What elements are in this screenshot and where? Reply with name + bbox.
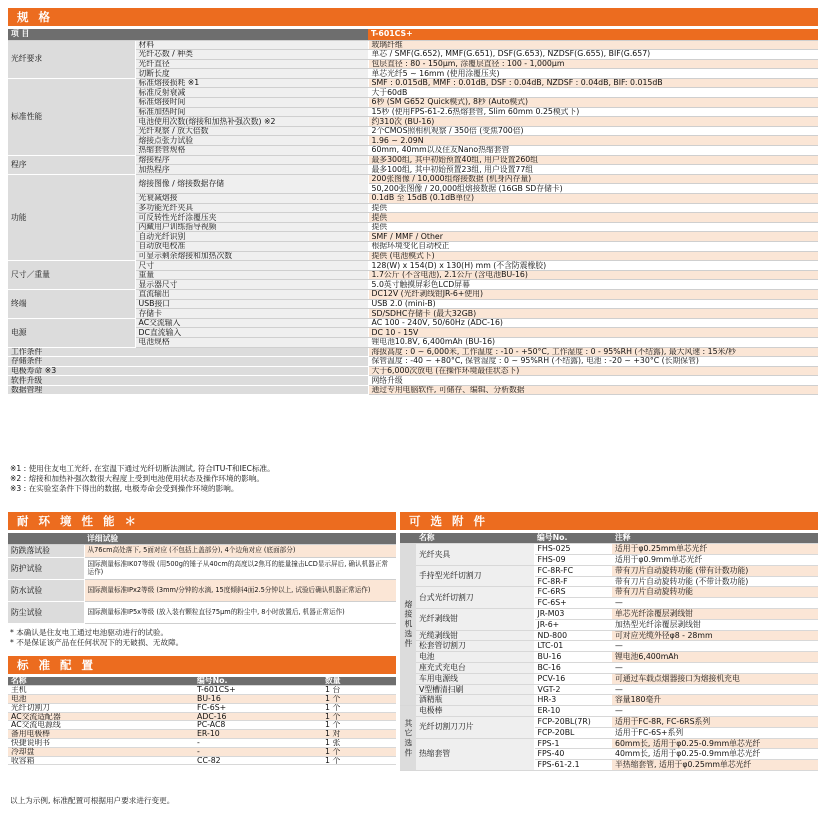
- spec-item-label: 熔接图像 / 熔接数据存储: [135, 174, 368, 193]
- std-item-qty: 1 对: [322, 730, 396, 739]
- opt-head-no: 编号No.: [534, 533, 612, 544]
- spec-value: 大于6,000次放电 (在操作环境最佳状态下): [368, 366, 818, 376]
- spec-value: 包层直径 : 80 - 150μm, 涂覆层直径 : 100 - 1,000μm: [368, 59, 818, 69]
- spec-value: AC 100 - 240V, 50/60Hz (ADC-16): [368, 318, 818, 328]
- opt-item-note: 带有刀片自动旋转功能 (带有计数功能): [612, 565, 818, 576]
- env-test-detail: 国际测量标准IP5x等级 (放入装有颗粒直径75μm的粉尘中, 8小时放置后, 机器正常运作): [84, 601, 396, 623]
- opt-item-no: HR-3: [534, 695, 612, 706]
- spec-header-row: [8, 29, 818, 40]
- std-item-qty: 1 张: [322, 739, 396, 748]
- spec-item-label: 内藏用户训练指导视频: [135, 222, 368, 232]
- spec-value: 根据环境变化自动校正: [368, 241, 818, 251]
- spec-value: DC 10 - 15V: [368, 328, 818, 338]
- spec-group-label: 标准性能: [8, 78, 135, 155]
- spec-footnote: ※1 : 使用住友电工光纤, 在室温下通过光纤切断法测试, 符合ITU-T和IEC标准。: [10, 464, 275, 473]
- spec-group-label: 数据管理: [8, 385, 368, 395]
- spec-item-label: 可显示剩余熔接和加热次数: [135, 251, 368, 261]
- opt-item-no: FHS-025: [534, 544, 612, 555]
- spec-value: 玻璃纤维: [368, 40, 818, 50]
- opt-item-name: 热缩套管: [416, 738, 534, 770]
- opt-item-name: 光纤剥线钳: [416, 609, 534, 631]
- opt-item-note: —: [612, 706, 818, 717]
- std-item-name: 电池: [8, 695, 194, 704]
- opt-item-note: 可通过车载点烟器接口为熔接机充电: [612, 673, 818, 684]
- opt-item-note: 半热缩套管, 适用于φ0.25mm单芯光纤: [612, 760, 818, 771]
- opt-item-name: 车用电源线: [416, 673, 534, 684]
- opt-item-note: 适用于φ0.9mm单芯光纤: [612, 555, 818, 566]
- opt-item-note: —: [612, 641, 818, 652]
- spec-group-label: 电源: [8, 318, 135, 347]
- env-footnote: * 不是保证该产品在任何状况下的无破损、无故障。: [10, 638, 184, 647]
- spec-group-label: 软件升级: [8, 376, 368, 386]
- std-item-no: -: [194, 747, 322, 756]
- std-item-qty: 1 台: [322, 686, 396, 695]
- std-item-name: 备用电极棒: [8, 730, 194, 739]
- spec-group-label: 终端: [8, 289, 135, 318]
- spec-value: USB 2.0 (mini-B): [368, 299, 818, 309]
- spec-item-label: 标准熔接损耗 ※1: [135, 78, 368, 88]
- spec-row: [8, 40, 818, 50]
- spec-row: [8, 289, 818, 299]
- spec-item-label: 尺寸: [135, 261, 368, 271]
- opt-group-other: 其它选件: [400, 706, 416, 771]
- spec-item-label: 热缩套管规格: [135, 146, 368, 156]
- opt-item-name: 电极棒: [416, 706, 534, 717]
- spec-value: 提供: [368, 213, 818, 223]
- opt-item-no: JR-6+: [534, 619, 612, 630]
- spec-row: [8, 261, 818, 271]
- opt-item-note: 适用于FC-6S+系列: [612, 727, 818, 738]
- opt-item-name: 松套管切割刀: [416, 641, 534, 652]
- spec-row: [8, 385, 818, 395]
- spec-group-label: 存储条件: [8, 357, 368, 367]
- spec-value: 1.7公斤 (不含电池), 2.1公斤 (含电池BU-16): [368, 270, 818, 280]
- env-test-name: 防跌落试验: [8, 544, 84, 557]
- opt-header-row: [400, 533, 818, 544]
- spec-value: SMF : 0.015dB, MMF : 0.01dB, DSF : 0.04dB, NZDSF : 0.04dB, BIF: 0.015dB: [368, 78, 818, 88]
- env-header-row: [8, 533, 396, 544]
- env-test-name: 防尘试验: [8, 601, 84, 623]
- opt-item-no: LTC-01: [534, 641, 612, 652]
- opt-item-note: —: [612, 684, 818, 695]
- opt-item-name: 酒精瓶: [416, 695, 534, 706]
- opt-item-name: 座充式充电台: [416, 663, 534, 674]
- spec-group-label: 功能: [8, 174, 135, 260]
- spec-item-label: 直流输出: [135, 289, 368, 299]
- opt-row: [400, 609, 818, 620]
- spec-value: SD/SDHC存储卡 (最大32GB): [368, 309, 818, 319]
- std-head-no: 编号No.: [194, 677, 322, 686]
- spec-head-item: 项 目: [8, 29, 368, 40]
- opt-item-name: 手持型光纤切割刀: [416, 565, 534, 587]
- env-row: [8, 579, 396, 601]
- opt-item-name: V型槽清扫刷: [416, 684, 534, 695]
- opt-item-note: 适用于φ0.25mm单芯光纤: [612, 544, 818, 555]
- spec-row: [8, 155, 818, 165]
- opt-item-name: 电池: [416, 652, 534, 663]
- spec-item-label: DC直流输入: [135, 328, 368, 338]
- spec-item-label: 光纤芯数 / 种类: [135, 50, 368, 60]
- opt-item-note: 带有刀片自动旋转功能 (不带计数功能): [612, 576, 818, 587]
- opt-group-fusion: 熔接机选件: [400, 544, 416, 706]
- spec-value: 最多300组, 其中初始预置40组, 用户设置260组: [368, 155, 818, 165]
- env-section-header: 耐 环 境 性 能 ＊: [8, 512, 396, 530]
- spec-row: [8, 174, 818, 184]
- std-item-name: AC交流适配器: [8, 712, 194, 721]
- env-row: [8, 544, 396, 557]
- std-item-no: ER-10: [194, 730, 322, 739]
- opt-item-name: 光纤夹具: [416, 544, 534, 566]
- spec-section-header: 规 格: [8, 8, 818, 26]
- opt-row: [400, 706, 818, 717]
- spec-item-label: 电池规格: [135, 337, 368, 347]
- spec-item-label: 标准熔接时间: [135, 98, 368, 108]
- opt-row: [400, 684, 818, 695]
- std-item-no: PC-AC8: [194, 721, 322, 730]
- std-item-qty: 1 个: [322, 721, 396, 730]
- spec-value: 128(W) x 154(D) x 130(H) mm (不含防震橡胶): [368, 261, 818, 271]
- std-item-name: 主机: [8, 686, 194, 695]
- std-head-qty: 数量: [322, 677, 396, 686]
- spec-item-label: 电池使用次数(熔接和加热补强次数) ※2: [135, 117, 368, 127]
- spec-item-label: 标准反射衰减: [135, 88, 368, 98]
- spec-item-label: 加热程序: [135, 165, 368, 175]
- env-test-name: 防护试验: [8, 557, 84, 579]
- spec-value: DC12V (光纤剥线钳JR-6+使用): [368, 289, 818, 299]
- std-section-header: 标 准 配 置: [8, 656, 396, 674]
- std-item-no: CC-82: [194, 756, 322, 765]
- spec-value: 锂电池10.8V, 6,400mAh (BU-16): [368, 337, 818, 347]
- opt-item-name: 台式光纤切割刀: [416, 587, 534, 609]
- spec-item-label: 重量: [135, 270, 368, 280]
- std-item-no: BU-16: [194, 695, 322, 704]
- std-row: [8, 756, 396, 765]
- spec-value: 提供: [368, 222, 818, 232]
- spec-value: 海拔高度 : 0 ~ 6,000米, 工作温度 : -10 - +50°C, 工作湿度 : 0 - 95%RH (不结露), 最大风速 : 15米/秒: [368, 347, 818, 357]
- opt-item-note: —: [612, 598, 818, 609]
- opt-item-note: 可对应光缆外径φ8 - 28mm: [612, 630, 818, 641]
- spec-value: SMF / MMF / Other: [368, 232, 818, 242]
- env-row: [8, 557, 396, 579]
- spec-item-label: 显示器尺寸: [135, 280, 368, 290]
- opt-item-no: ND-800: [534, 630, 612, 641]
- std-row: [8, 721, 396, 730]
- env-footnote: * 本确认是住友电工通过电池驱动进行的试验。: [10, 628, 169, 637]
- opt-item-no: FPS-40: [534, 749, 612, 760]
- spec-group-label: 电极寿命 ※3: [8, 366, 368, 376]
- env-test-detail: 国际测量标准IK07等级 (用500g的锤子从40cm的高度以2焦耳的能量撞击LCD显示屏后, 确认机器正常运作): [84, 557, 396, 579]
- spec-row: [8, 78, 818, 88]
- spec-group-label: 光纤要求: [8, 40, 135, 78]
- spec-value: 单芯光纤5 ~ 16mm (使用涂覆压夹): [368, 69, 818, 79]
- opt-row: [400, 565, 818, 576]
- std-item-name: 快捷说明书: [8, 739, 194, 748]
- spec-item-label: 材料: [135, 40, 368, 50]
- std-item-name: 光纤切割刀: [8, 703, 194, 712]
- spec-value: 通过专用电脑软件, 可储存、编辑、分析数据: [368, 385, 818, 395]
- opt-item-no: FPS-61-2.1: [534, 760, 612, 771]
- std-row: [8, 739, 396, 748]
- opt-item-note: 锂电池6,400mAh: [612, 652, 818, 663]
- spec-footnote: ※3 : 在实验室条件下得出的数据, 电极寿命会受到操作环境的影响。: [10, 484, 239, 493]
- opt-item-no: BU-16: [534, 652, 612, 663]
- spec-value: 提供: [368, 203, 818, 213]
- std-head-name: 名称: [8, 677, 194, 686]
- spec-table: [8, 29, 818, 395]
- opt-row: [400, 738, 818, 749]
- opt-item-no: ER-10: [534, 706, 612, 717]
- std-item-qty: 1 个: [322, 747, 396, 756]
- spec-value: 网络升级: [368, 376, 818, 386]
- opt-item-note: —: [612, 663, 818, 674]
- spec-item-label: 自动放电校准: [135, 241, 368, 251]
- opt-item-no: VGT-2: [534, 684, 612, 695]
- spec-item-label: 光纤直径: [135, 59, 368, 69]
- opt-item-no: FC-8R-F: [534, 576, 612, 587]
- spec-item-label: 多功能光纤夹具: [135, 203, 368, 213]
- opt-item-note: 单芯光纤涂覆层剥线钳: [612, 609, 818, 620]
- std-item-qty: 1 个: [322, 712, 396, 721]
- opt-item-note: 60mm长, 适用于φ0.25-0.9mm单芯光纤: [612, 738, 818, 749]
- env-table: [8, 533, 396, 624]
- std-row: [8, 730, 396, 739]
- spec-footnote: ※2 : 熔接和加热补强次数很大程度上受到电池使用状态及操作环境的影响。: [10, 474, 264, 483]
- std-item-name: 冷却盘: [8, 747, 194, 756]
- spec-value: 5.0英寸触摸屏彩色LCD屏幕: [368, 280, 818, 290]
- spec-value: 200张图像 / 10,000组熔接数据 (机身内存量): [368, 174, 818, 184]
- std-item-no: T-601CS+: [194, 686, 322, 695]
- opt-item-no: FC-6RS: [534, 587, 612, 598]
- opt-row: [400, 641, 818, 652]
- opt-table: [400, 533, 818, 771]
- spec-group-label: 尺寸／重量: [8, 261, 135, 290]
- std-row: [8, 695, 396, 704]
- spec-item-label: 熔接程序: [135, 155, 368, 165]
- spec-row: [8, 347, 818, 357]
- spec-row: [8, 318, 818, 328]
- spec-item-label: 光纤观察 / 放大倍数: [135, 126, 368, 136]
- opt-row: [400, 695, 818, 706]
- env-test-name: 防水试验: [8, 579, 84, 601]
- std-item-name: AC交流电源线: [8, 721, 194, 730]
- opt-item-no: FHS-09: [534, 555, 612, 566]
- std-item-name: 收容箱: [8, 756, 194, 765]
- opt-item-no: FCP-20BL(7R): [534, 717, 612, 728]
- opt-head-note: 注释: [612, 533, 818, 544]
- spec-item-label: 存储卡: [135, 309, 368, 319]
- std-row: [8, 747, 396, 756]
- spec-value: 0.1dB 至 15dB (0.1dB单位): [368, 194, 818, 204]
- spec-item-label: USB接口: [135, 299, 368, 309]
- spec-value: 单芯 / SMF(G.652), MMF(G.651), DSF(G.653), NZDSF(G.655), BIF(G.657): [368, 50, 818, 60]
- opt-head-name: 名称: [416, 533, 534, 544]
- opt-row: [400, 587, 818, 598]
- spec-value: 最多100组, 其中初始预置23组, 用户设置77组: [368, 165, 818, 175]
- env-test-detail: 从76cm高处落下, 5面对应 (不包括上盖部分), 4个边角对应 (底面部分): [84, 544, 396, 557]
- env-head-detail: 详细试验: [84, 533, 396, 544]
- spec-item-label: AC交流输入: [135, 318, 368, 328]
- opt-section-header: 可 选 附 件: [400, 512, 818, 530]
- opt-row: [400, 673, 818, 684]
- opt-item-no: FPS-1: [534, 738, 612, 749]
- opt-item-note: 带有刀片自动旋转功能: [612, 587, 818, 598]
- std-item-qty: 1 个: [322, 695, 396, 704]
- opt-item-no: JR-M03: [534, 609, 612, 620]
- spec-value: 60mm, 40mm以及住友Nano热缩套管: [368, 146, 818, 156]
- opt-item-note: 适用于FC-8R, FC-6RS系列: [612, 717, 818, 728]
- spec-item-label: 光衰减熔接: [135, 194, 368, 204]
- spec-value: 约310次 (BU-16): [368, 117, 818, 127]
- opt-item-no: PCV-16: [534, 673, 612, 684]
- spec-item-label: 熔接点张力试验: [135, 136, 368, 146]
- opt-item-no: FC-6S+: [534, 598, 612, 609]
- spec-item-label: 切断长度: [135, 69, 368, 79]
- std-table: [8, 677, 396, 765]
- std-row: [8, 686, 396, 695]
- opt-item-name: 光纤切割刀刀片: [416, 717, 534, 739]
- spec-row: [8, 376, 818, 386]
- std-item-qty: 1 个: [322, 756, 396, 765]
- std-header-row: [8, 677, 396, 686]
- std-item-no: -: [194, 739, 322, 748]
- spec-value: 保管温度 : -40 ~ +80°C, 保管湿度 : 0 ~ 95%RH (不结露), 电池 : -20 ~ +30°C (长期保管): [368, 357, 818, 367]
- spec-item-label: 自动光纤识别: [135, 232, 368, 242]
- spec-item-label: 可反转性光纤涂覆压夹: [135, 213, 368, 223]
- env-test-detail: 国际测量标准IPx2等级 (3mm/分钟的水滴, 15度倾斜4面2.5分钟以上, 试验后确认机器正常运作): [84, 579, 396, 601]
- std-note: 以上为示例, 标准配置可根据用户要求进行变更。: [10, 796, 175, 805]
- spec-value: 15秒 (使用FPS-61-2.6热熔套管, Slim 60mm 0.25模式下): [368, 107, 818, 117]
- std-row: [8, 703, 396, 712]
- env-row: [8, 601, 396, 623]
- opt-row: [400, 717, 818, 728]
- opt-item-no: BC-16: [534, 663, 612, 674]
- opt-item-no: FC-8R-FC: [534, 565, 612, 576]
- opt-row: [400, 663, 818, 674]
- opt-row: [400, 544, 818, 555]
- opt-item-note: 容量180毫升: [612, 695, 818, 706]
- spec-value: 大于60dB: [368, 88, 818, 98]
- spec-item-label: 标准加热时间: [135, 107, 368, 117]
- spec-value: 6秒 (SM G652 Quick模式), 8秒 (Auto模式): [368, 98, 818, 108]
- spec-value: 50,200张图像 / 20,000组熔接数据 (16GB SD存储卡): [368, 184, 818, 194]
- opt-item-note: 加热型光纤涂覆层剥线钳: [612, 619, 818, 630]
- opt-item-no: FCP-20BL: [534, 727, 612, 738]
- opt-row: [400, 652, 818, 663]
- spec-head-model: T-601CS+: [368, 29, 818, 40]
- spec-group-label: 工作条件: [8, 347, 368, 357]
- opt-item-note: 40mm长, 适用于φ0.25-0.9mm单芯光纤: [612, 749, 818, 760]
- spec-value: 1.96 ~ 2.09N: [368, 136, 818, 146]
- std-item-qty: 1 个: [322, 703, 396, 712]
- std-item-no: FC-6S+: [194, 703, 322, 712]
- spec-value: 提供 (电池模式下): [368, 251, 818, 261]
- spec-value: 2个CMOS照相机观察 / 350倍 (变焦700倍): [368, 126, 818, 136]
- opt-row: [400, 630, 818, 641]
- opt-item-name: 光缆剥线钳: [416, 630, 534, 641]
- std-row: [8, 712, 396, 721]
- spec-row: [8, 357, 818, 367]
- spec-group-label: 程序: [8, 155, 135, 174]
- std-item-no: ADC-16: [194, 712, 322, 721]
- spec-row: [8, 366, 818, 376]
